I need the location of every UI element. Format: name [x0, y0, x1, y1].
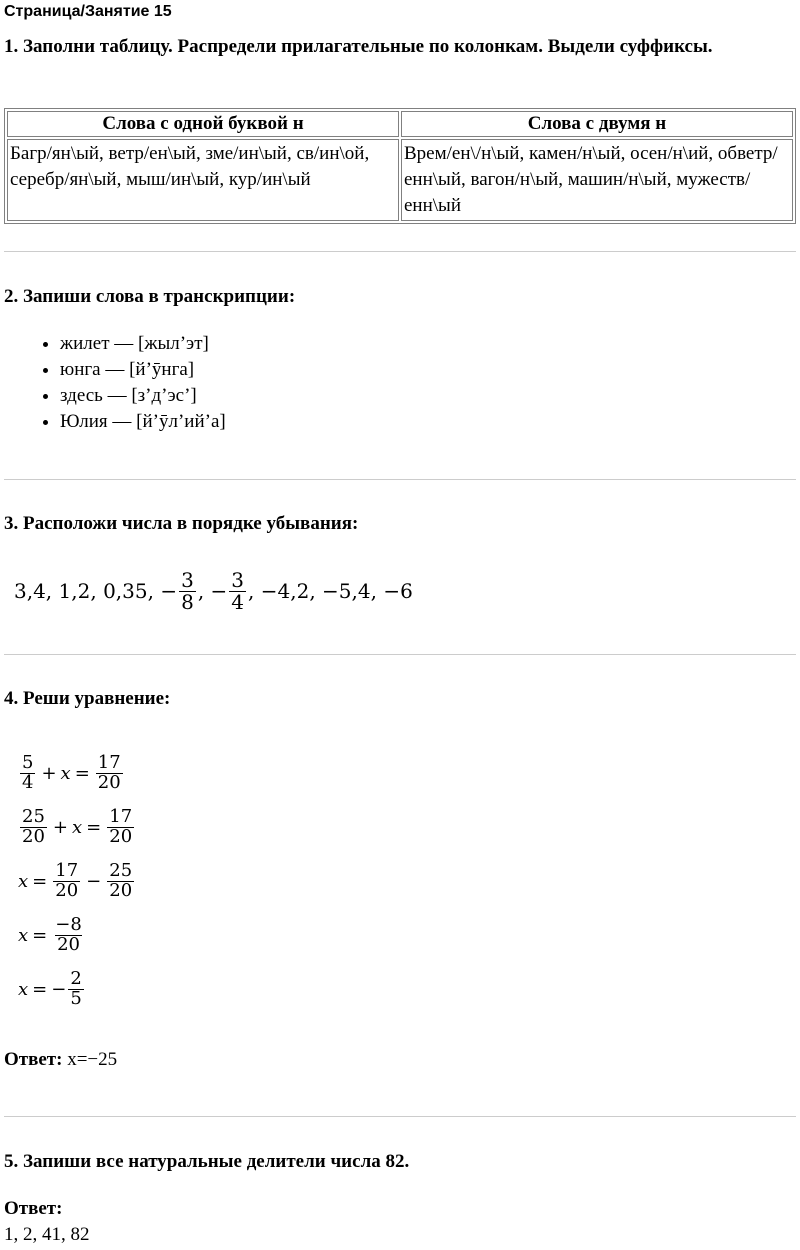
answer-label: Ответ: — [4, 1049, 63, 1070]
list-item: • Юлия — [й’ӯл’ий’а] — [60, 409, 796, 435]
denominator: 20 — [22, 825, 45, 847]
adjectives-table — [4, 108, 796, 224]
task-5-answer — [4, 1196, 796, 1248]
equation-line-2 — [18, 800, 796, 854]
fraction-three-eighths — [179, 567, 196, 614]
equals-sign: = — [86, 816, 102, 838]
list-item: • юнга — [й’ӯнга] — [60, 357, 796, 383]
denominator: 4 — [231, 589, 245, 614]
minus-sign: − — [160, 579, 178, 603]
denominator: 20 — [57, 933, 80, 955]
fraction — [53, 913, 84, 955]
fraction — [107, 859, 134, 901]
denominator: 5 — [70, 987, 82, 1009]
equation-line-1 — [18, 746, 796, 800]
numerator: 25 — [109, 859, 133, 881]
numerator: 5 — [22, 751, 34, 773]
variable: x — [60, 762, 71, 784]
denominator: 20 — [55, 879, 79, 901]
task-5-title: 5. Запиши все натуральные делители числа 82. — [4, 1151, 410, 1172]
task-4-title: 4. Реши уравнение: — [4, 688, 171, 709]
variable: x — [18, 978, 29, 1000]
comma: , — [197, 579, 205, 603]
cell-one-n: Багр/ян\ый, ветр/ен\ый, зме/ин\ый, св/ин\ой, серебр/ян\ый, мыш/ин\ый, кур/ин\ый — [7, 139, 399, 221]
number: −6 — [383, 579, 413, 603]
task-4-answer — [4, 1049, 796, 1071]
divider — [4, 1116, 796, 1117]
number: 3,4, — [14, 579, 53, 603]
task-4-section — [4, 685, 796, 712]
numerator: 3 — [181, 567, 194, 592]
equals-sign: = — [32, 870, 48, 892]
fraction — [20, 751, 35, 793]
equation-line-3 — [18, 854, 796, 908]
numerator: 17 — [97, 751, 121, 773]
task-2-section — [4, 283, 796, 310]
variable: x — [18, 870, 29, 892]
fraction — [68, 967, 83, 1009]
denominator: 20 — [109, 825, 133, 847]
divider — [4, 654, 796, 655]
denominator: 4 — [22, 771, 34, 793]
equation-steps — [18, 746, 796, 1016]
equation-line-5 — [18, 962, 796, 1016]
denominator: 20 — [97, 771, 121, 793]
column-header-one-n: Слова с одной буквой н — [7, 111, 399, 137]
task-2-title: 2. Запиши слова в транскрипции: — [4, 286, 296, 307]
variable: x — [18, 924, 29, 946]
equals-sign: = — [74, 762, 90, 784]
minus-sign: − — [210, 579, 228, 603]
column-header-two-n: Слова с двумя н — [401, 111, 793, 137]
number: −5,4, — [322, 579, 377, 603]
numerator: 17 — [55, 859, 79, 881]
number: −4,2, — [260, 579, 316, 603]
task-1-title: 1. Заполни таблицу. Распредели прилагательные по колонкам. Выдели суффиксы. — [4, 36, 713, 57]
answer-label: Ответ: — [4, 1198, 63, 1219]
list-item: • жилет — [жыл’эт] — [60, 331, 796, 357]
number: 0,35, — [103, 579, 154, 603]
task-3-section — [4, 510, 796, 537]
transcription-list — [4, 331, 796, 435]
answer-value: 1, 2, 41, 82 — [4, 1224, 90, 1245]
denominator: 8 — [181, 589, 194, 614]
task-1-section — [4, 33, 796, 60]
cell-two-n: Врем/ен\/н\ый, камен/н\ый, осен/н\ий, обветр/енн\ый, вагон/н\ый, машин/н\ый, мужеств/енн\ый — [401, 139, 793, 221]
fraction-three-quarters — [229, 567, 246, 614]
numerator: 2 — [70, 967, 82, 989]
fraction — [20, 805, 47, 847]
answer-value: x=−25 — [62, 1049, 118, 1070]
operator: + — [41, 762, 57, 784]
operator: + — [52, 816, 68, 838]
numerator: 3 — [231, 567, 245, 592]
task-1-table-wrap — [4, 108, 796, 224]
equation-line-4 — [18, 908, 796, 962]
minus-sign: − — [51, 978, 67, 1000]
divider — [4, 251, 796, 252]
numerator: 17 — [109, 805, 133, 827]
numerator: 25 — [22, 805, 45, 827]
number: 1,2, — [58, 579, 97, 603]
variable: x — [72, 816, 83, 838]
comma: , — [248, 579, 255, 603]
task-3-title: 3. Расположи числа в порядке убывания: — [4, 513, 359, 534]
equals-sign: = — [32, 978, 48, 1000]
task-2-list-wrap — [4, 331, 796, 435]
page-header: Страница/Занятие 15 — [4, 3, 172, 20]
fraction — [53, 859, 80, 901]
list-item: • здесь — [з’д’эс’] — [60, 383, 796, 409]
numerator: −8 — [55, 913, 82, 935]
divider — [4, 479, 796, 480]
fraction — [96, 751, 123, 793]
operator: − — [86, 870, 102, 892]
numbers-row — [14, 560, 796, 622]
fraction — [107, 805, 134, 847]
equals-sign: = — [32, 924, 48, 946]
denominator: 20 — [109, 879, 133, 901]
task-5-section — [4, 1148, 796, 1175]
